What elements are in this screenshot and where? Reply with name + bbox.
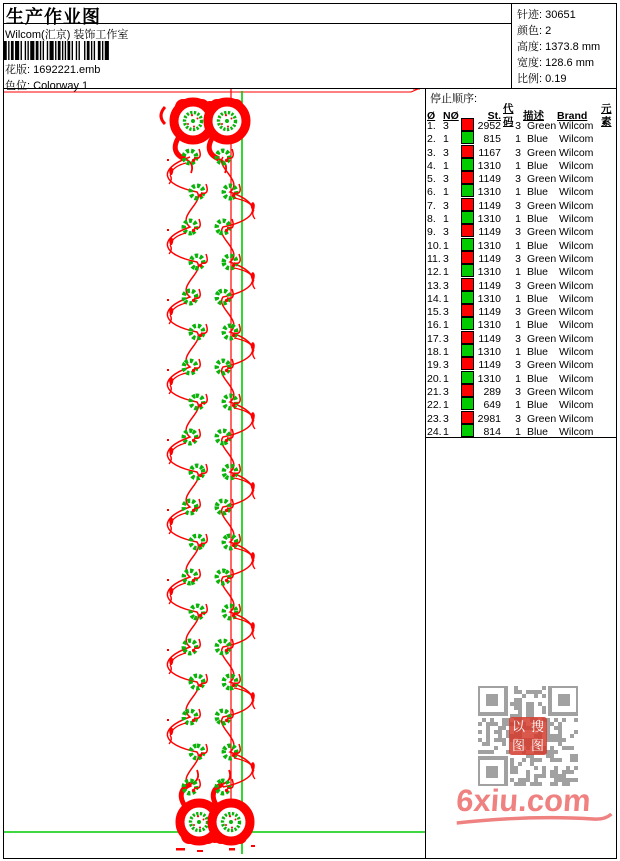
column-header-label: Ø [427,109,436,122]
needle-number: 3 [443,385,449,398]
needle-number: 3 [443,146,449,159]
needle-number: 1 [443,159,449,172]
table-row [427,344,619,357]
stitch-count: 1167 [478,146,501,159]
thread-brand: Wilcom [559,173,594,186]
colorway-label: 色位: [5,80,31,92]
barcode [4,41,159,60]
color-description: Blue [527,239,549,252]
qr-code [478,686,578,786]
color-code: 3 [515,332,521,345]
color-code: 1 [515,186,521,199]
table-row [427,131,619,144]
needle-number: 1 [443,319,449,332]
color-swatch [461,397,474,410]
needle-number: 3 [443,120,449,132]
color-swatch [461,264,474,277]
table-bottom-divider [425,437,616,438]
color-description: Green [527,359,557,372]
stitch-count: 1149 [478,279,501,292]
table-row [427,118,619,131]
stitch-count: 1310 [477,266,501,279]
table-row [427,211,619,224]
thread-brand: Wilcom [559,252,594,265]
pattern-label: 花版: [5,64,31,76]
color-code: 1 [515,159,521,172]
thread-brand: Wilcom [559,319,594,332]
stitch-count: 1310 [477,213,501,226]
table-row [427,145,619,158]
thread-brand: Wilcom [559,213,594,226]
color-description: Green [527,412,557,425]
column-header-label: St. [487,109,501,122]
info-panel [517,6,600,86]
needle-number: 1 [443,213,449,226]
row-index: 18. [427,346,442,359]
info-value: 128.6 mm [545,57,595,69]
color-description: Blue [527,266,549,279]
color-swatch [461,278,474,291]
stitch-count: 1149 [478,332,501,345]
color-swatch [461,211,474,224]
studio-name: Wilcom(汇京) 装饰工作室 [5,29,129,41]
needle-number: 1 [443,346,449,359]
thread-brand: Wilcom [559,159,594,172]
color-code: 3 [515,279,521,292]
table-row [427,371,619,384]
column-header-label: 元素 [601,103,612,128]
color-code: 1 [515,399,521,412]
table-row [427,357,619,370]
pattern-value: 1692221.emb [33,64,101,76]
stop-order-title: 停止顺序: [430,93,478,105]
color-description: Green [527,306,557,319]
info-value: 30651 [545,9,576,21]
color-description: Green [527,279,557,292]
needle-number: 1 [443,399,449,412]
needle-number: 3 [443,359,449,372]
color-description: Green [527,226,557,239]
table-row [427,411,619,424]
info-row [517,54,600,70]
row-index: 19. [427,359,442,372]
color-swatch [461,371,474,384]
worksheet-page [3,3,617,859]
seal-character: 图 [511,738,525,753]
color-code: 1 [515,346,521,359]
stitch-count: 2981 [477,412,501,425]
needle-number: 1 [443,372,449,385]
thread-brand: Wilcom [559,226,594,239]
color-swatch [461,317,474,330]
row-index: 10. [427,239,442,252]
needle-number: 3 [443,332,449,345]
info-label: 比例: [517,73,546,85]
color-description: Green [527,173,557,186]
color-description: Blue [527,425,549,438]
color-description: Green [527,120,557,132]
thread-brand: Wilcom [559,399,594,412]
stitch-count: 1310 [477,292,501,305]
page-title: 生产作业图 [6,7,101,27]
thread-brand: Wilcom [559,425,594,438]
needle-number: 1 [443,266,449,279]
table-row [427,424,619,437]
color-code: 1 [515,372,521,385]
color-code: 3 [515,412,521,425]
needle-number: 3 [443,226,449,239]
table-row [427,331,619,344]
row-index: 15. [427,306,442,319]
color-code: 3 [515,359,521,372]
needle-number: 1 [443,239,449,252]
color-swatch [461,184,474,197]
thread-brand: Wilcom [559,133,594,146]
needle-number: 3 [443,306,449,319]
color-code: 1 [515,133,521,146]
stitch-count: 1310 [477,346,501,359]
stitch-count: 1149 [478,252,501,265]
row-index: 17. [427,332,442,345]
stitch-count: 2952 [477,120,501,132]
table-row [427,278,619,291]
stitch-count: 1149 [478,306,501,319]
color-code: 3 [515,385,521,398]
color-code: 1 [515,319,521,332]
thread-brand: Wilcom [559,412,594,425]
row-index: 20. [427,372,442,385]
column-header [601,103,619,129]
thread-brand: Wilcom [559,120,594,132]
column-header-label: Brand [557,109,588,122]
table-row [427,171,619,184]
thread-brand: Wilcom [559,279,594,292]
color-code: 1 [515,239,521,252]
table-row [427,397,619,410]
needle-number: 1 [443,425,449,438]
needle-number: 1 [443,186,449,199]
color-description: Green [527,146,557,159]
stop-order-table [427,103,619,437]
row-index: 9. [427,226,436,239]
color-code: 3 [515,146,521,159]
qr-seal-stamp [509,717,547,755]
info-value: 1373.8 mm [545,41,601,53]
color-swatch [461,384,474,397]
thread-brand: Wilcom [559,186,594,199]
color-swatch [461,411,474,424]
column-header-label: 描述 [523,109,544,122]
color-swatch [461,118,474,131]
row-index: 11. [427,252,441,265]
row-index: 2. [427,133,436,146]
seal-character: 搜 [530,719,544,734]
needle-number: 3 [443,199,449,212]
row-index: 7. [427,199,436,212]
row-index: 3. [427,146,436,159]
info-row [517,22,600,38]
info-value: 2 [545,25,552,37]
color-swatch [461,331,474,344]
color-code: 1 [515,425,521,438]
color-description: Blue [527,213,549,226]
table-row [427,251,619,264]
thread-brand: Wilcom [559,239,594,252]
color-swatch [461,171,474,184]
column-header-label: 代码 [503,103,514,128]
color-code: 3 [515,306,521,319]
color-swatch [461,158,474,171]
table-row [427,384,619,397]
color-description: Blue [527,346,549,359]
stitch-count: 814 [483,425,501,438]
color-code: 3 [515,226,521,239]
colorway-value: Colorway 1 [33,80,89,92]
thread-brand: Wilcom [559,346,594,359]
stop-order-rows [427,118,619,437]
seal-character: 图 [530,738,544,753]
thread-brand: Wilcom [559,385,594,398]
info-label: 高度: [517,41,546,53]
row-index: 24. [427,425,442,438]
needle-number: 3 [443,252,449,265]
info-row [517,38,600,54]
stitch-count: 815 [483,133,501,146]
stitch-count: 1149 [478,359,501,372]
table-row [427,291,619,304]
color-description: Green [527,252,557,265]
row-index: 14. [427,292,442,305]
color-swatch [461,131,474,144]
color-code: 3 [515,120,521,132]
stitch-count: 1310 [477,186,501,199]
needle-number: 1 [443,292,449,305]
needle-number: 3 [443,173,449,186]
site-watermark [454,783,617,827]
color-swatch [461,424,474,437]
needle-number: 3 [443,412,449,425]
row-index: 4. [427,159,436,172]
thread-brand: Wilcom [559,306,594,319]
color-swatch [461,224,474,237]
table-row [427,184,619,197]
color-description: Blue [527,133,549,146]
info-row [517,70,600,86]
stitch-count: 1149 [478,173,501,186]
needle-number: 3 [443,279,449,292]
color-code: 3 [515,173,521,186]
color-code: 3 [515,252,521,265]
row-index: 12. [427,266,442,279]
embroidery-design-canvas [4,89,425,855]
color-swatch [461,238,474,251]
color-swatch [461,344,474,357]
stitch-count: 1149 [478,199,501,212]
stitch-count: 1310 [477,239,501,252]
color-description: Blue [527,319,549,332]
color-description: Blue [527,159,549,172]
needle-number: 1 [443,133,449,146]
row-index: 21. [427,385,442,398]
row-index: 16. [427,319,442,332]
info-label: 宽度: [517,57,546,69]
stitch-count: 1149 [478,226,501,239]
thread-brand: Wilcom [559,266,594,279]
color-description: Blue [527,186,549,199]
thread-brand: Wilcom [559,372,594,385]
color-swatch [461,291,474,304]
row-index: 23. [427,412,442,425]
color-swatch [461,198,474,211]
seal-character: 以 [511,719,525,734]
table-row [427,264,619,277]
thread-brand: Wilcom [559,292,594,305]
row-index: 6. [427,186,436,199]
table-row [427,317,619,330]
info-value: 0.19 [545,73,567,85]
thread-brand: Wilcom [559,199,594,212]
color-description: Green [527,199,557,212]
pattern-file-row [5,61,100,77]
color-swatch [461,357,474,370]
thread-brand: Wilcom [559,332,594,345]
color-swatch-cell [461,424,477,441]
color-code: 1 [515,266,521,279]
color-swatch [461,145,474,158]
thread-brand: Wilcom [559,359,594,372]
color-description: Green [527,385,557,398]
stitch-count: 649 [483,399,501,412]
color-swatch [461,251,474,264]
color-code: 3 [515,199,521,212]
color-description: Blue [527,372,549,385]
row-index: 1. [427,120,436,132]
color-description: Blue [527,292,549,305]
table-row [427,238,619,251]
stitch-count: 1310 [477,159,501,172]
row-index: 22. [427,399,442,412]
info-box-divider [511,4,512,88]
table-row [427,224,619,237]
info-label: 针迹: [517,9,546,21]
color-description: Green [527,332,557,345]
stitch-count: 1310 [477,372,501,385]
thread-brand: Wilcom [559,146,594,159]
color-description: Blue [527,399,549,412]
right-panel-divider [425,88,426,858]
row-index: 5. [427,173,436,186]
row-index: 8. [427,213,436,226]
color-code: 1 [515,213,521,226]
info-row [517,6,600,22]
column-header-label: NØ [443,109,459,122]
site-watermark-text: 6xiu.com [455,783,592,818]
table-row [427,304,619,317]
info-label: 颜色: [517,25,546,37]
title-underline [4,23,511,24]
table-row [427,198,619,211]
row-index: 13. [427,279,442,292]
stitch-count: 289 [483,385,501,398]
table-row [427,158,619,171]
color-swatch [461,304,474,317]
stitch-count: 1310 [477,319,501,332]
color-code: 1 [515,292,521,305]
